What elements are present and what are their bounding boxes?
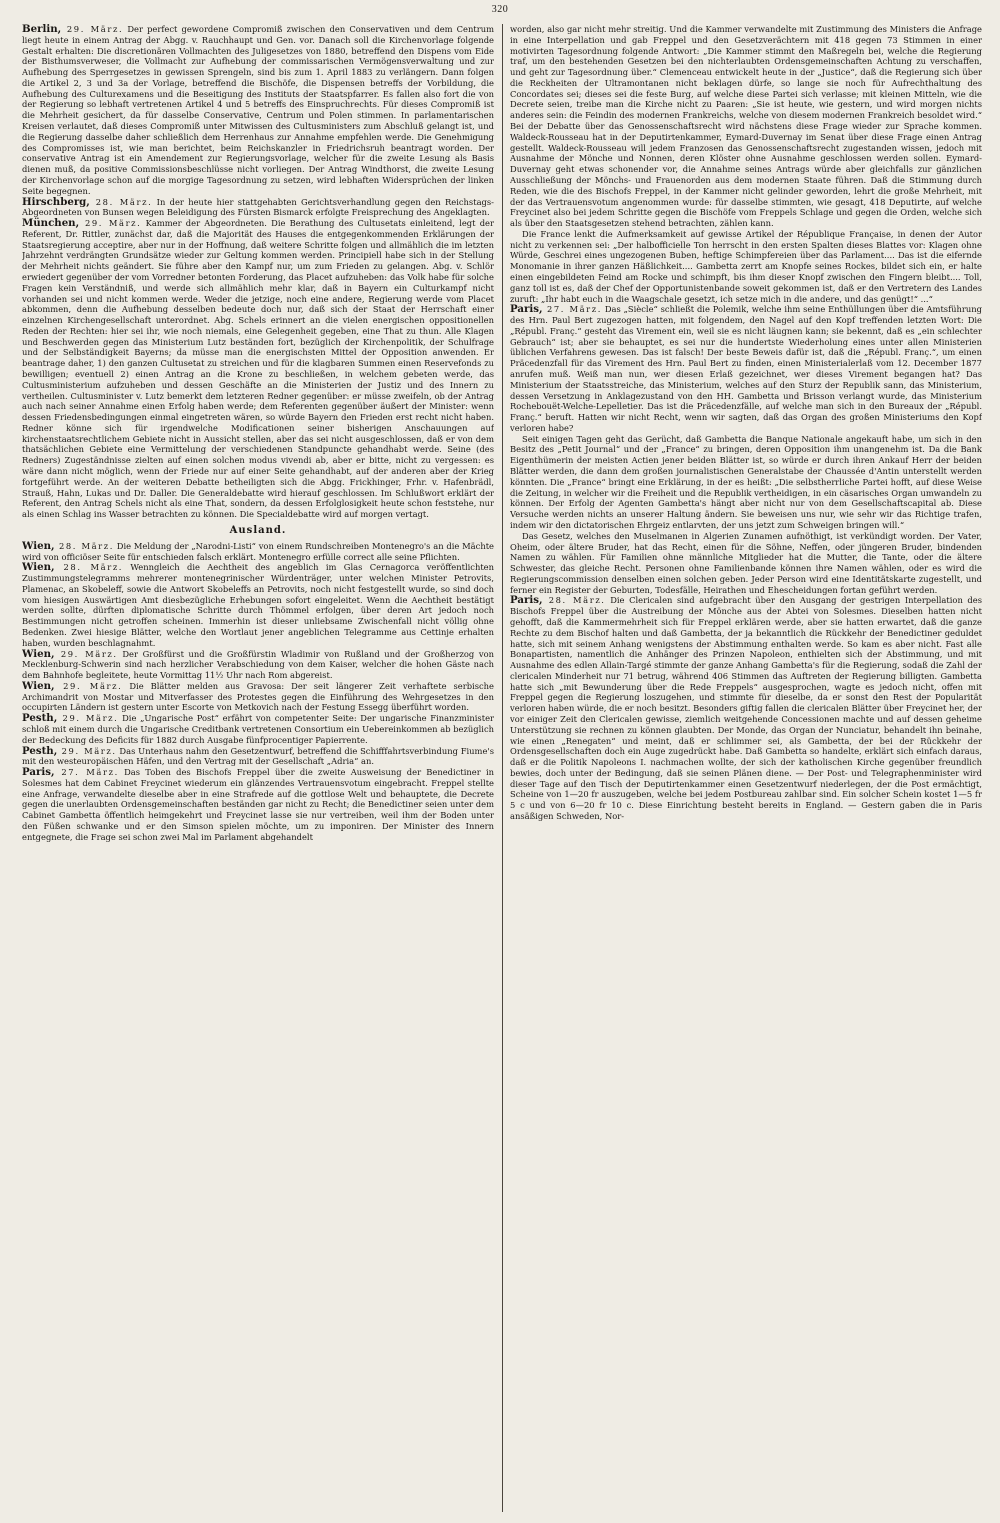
article-text: Kammer der Abgeordneten. Die Berathung des Cultusetats einleitend, legt der Referent, Dr. Rittler, zunächst dar, daß die Majorität des Hauses die entgegenkommenden Erklärungen der Staatsregierung acceptire, aber nur in der Hoffnung, daß weitere Schritte folgen und allmählich die im letzten Jahrzehnt verdrängten Grundsätze wieder zur Geltung kommen werden. Principiell habe sich in der Stellung der Mehrheit nichts geändert. Sie führe aber den Kampf nur, um zum Frieden zu gelangen. Abg. v. Schlör erwiedert gegenüber der vom Vorredner betonten Forderung, das Placet aufzuheben: das Volk habe für solche Fragen kein Verständniß, und werde sich allmählich mehr klar, daß in Bayern ein Culturkampf nicht vorhanden sei und nicht kommen werde. Weder die jetzige, noch eine andere, Regierung werde vom Placet abkommen, denn die Aufhebung desselben bedeute doch nur, daß sich der Staat der Herrschaft einer einzelnen Kirchengesellschaft unterordnet. Abg. Schels erinnert an die vielen energischen oppositionellen Reden der Rechten: hier sei ihr, wie noch niemals, eine Gelegenheit gegeben, eine That zu thun. Alle Klagen und Beschwerden gegen das Ministerium Lutz beständen fort, bezüglich der Kirchenpolitik, der Schulfrage und der Selbständigkeit Bayerns; da müsse man die energischsten Mittel der Opposition anwenden. Er beantrage daher, 1) den ganzen Cultusetat zu streichen und für die klagbaren Summen einen Reservefonds zu bewilligen; eventuell 2) einen Antrag an die Krone zu beschließen, in welchem gebeten werde, das Cultusministerium aufzuheben und dessen Geschäfte an die Ministerien der Justiz und des Innern zu vertheilen. Cultusminister v. Lutz bemerkt dem letzteren Redner gegenüber: er müsse zweifeln, ob der Antrag auch nach seiner Annahme einen Erfolg haben werde; dem Referenten gegenüber äußert der Minister: wenn dessen Friedensbedingungen einmal eingetreten wären, so würde Bayern den Frieden erst recht nicht haben. Redner könne sich für irgendwelche Modificationen seiner bisherigen Anschauungen auf kirchenstaatsrechtlichem Gebiete nicht in Aussicht stellen, aber das sei nicht ausgeschlossen, daß er von dem thatsächlichen Gebiete eine Vermittelung der verschiedenen Standpuncte gehandhabt werde. Seine (des Redners) Zugeständnisse zielten auf einen solchen modus vivendi ab, aber er bitte, nicht zu vergessen: es wäre dann nicht möglich, wenn der Friede nur auf einer Seite gehandhabt, auf der anderen aber der Krieg fortgeführt werde. An der weiteren Debatte betheiligten sich die Abgg. Frickhinger, Frhr. v. Hafenbrädl, Strauß, Hahn, Lukas und Dr. Daller. Die Generaldebatte wird hierauf geschlossen. Im Schlußwort erklärt der Referent, den Antrag Schels nicht als eine That, sondern, da dessen Erfolglosigkeit heute schon feststehe, nur als einen Schlag ins Wasser betrachten zu können. Die Specialdebatte wird auf morgen vertagt. [22,218,494,520]
foreign-news-item [22,767,494,842]
article-paragraph [510,24,982,229]
article-text: Die Blätter melden aus Gravosa: Der seit längerer Zeit verhaftete serbische Archimandrit von Mostar und Mitverfasser des Protestes gegen die Einführung des Wehrgesetzes in den occupirten Ländern ist gestern unter Escorte von Metkovich nach der Festung Essegg überführt worden. [22,680,494,713]
article-text: Der Großfürst und die Großfürstin Wladimir von Rußland und der Großherzog von Mecklenburg-Schwerin sind nach herzlicher Verabschiedung von dem Kaiser, welcher die hohen Gäste nach dem Bahnhofe begleitete, heute Vormittag 11½ Uhr nach Rom abgereist. [22,648,494,681]
article-text: Wenngleich die Aechtheit des angeblich im Glas Cernagorca veröffentlichten Zustimmungstelegramms mehrerer montenegrinischer Würdenträger, unter welchen Minister Petrovits, Plamenac, an Skobeleff, sowie die Antwort Skobeleffs an Petrovits, noch nicht festgestellt wurde, so sind doch vom hiesigen Auswärtigen Amt diesbezügliche Erhebungen sofort eingeleitet. Wenn die Aechtheit bestätigt werden sollte, dürften diplomatische Schritte durch Thömmel erfolgen, über deren Art jedoch noch Bestimmungen nicht getroffen scheinen. Immerhin ist dieser unliebsame Zwischenfall nicht völlig ohne Bedenken. Zwei hiesige Blätter, welche den Wortlaut jener angeblichen Telegramme aus Cettinje erhalten haben, wurden beschlagnahmt. [22,562,494,648]
dateline: Paris, [22,766,55,779]
date: 29. März. [54,648,118,659]
foreign-news-item [22,562,494,648]
date: 29. März. [54,680,123,691]
section-heading: Ausland. [229,524,287,536]
date: 27. März. [54,767,119,778]
article-text: Die France lenkt die Aufmerksamkeit auf gewisse Artikel der République Française, in denen der Autor nicht zu verkennen sei: „Der halbofficielle Ton herrscht in den ersten Spalten dieses Blattes vor: Klagen ohne Würde, Geschrei eines ungezogenen Buben, heftige Schimpfereien über das Parlament.... Das ist die eifernde Monomanie in ihrer ganzen Häßlichkeit.... Gambetta zerrt am Knopfe seines Rockes, bildet sich ein, er halte einen eingebildeten Feind am Rocke und schimpft, bis ihm dieser Knopf zwischen den Fingern bleibt.... Toll, ganz toll ist es, daß der Chef der Opportunistenbande soweit gekommen ist, daß er den Vertretern des Landes zuruft: „Ihr habt euch in die Waagschale gesetzt, ich setze mich in die andere, und das genügt!“ ...“ [510,228,982,304]
left-column [22,24,494,1512]
foreign-news-item [22,541,494,563]
dateline: Wien, [22,561,55,574]
date: 29. März. [57,713,119,724]
article-text: Das Unterhaus nahm den Gesetzentwurf, betreffend die Schifffahrtsverbindung Fiume's mit den westeuropäischen Häfen, und den Vertrag mit der Gesellschaft „Adria“ an. [22,745,494,767]
article-text: In der heute hier stattgehabten Gerichtsverhandlung gegen den Reichstags-Abgeordneten von Bunsen wegen Beleidigung des Fürsten Bismarck erfolgte Freisprechung des Angeklagten. [22,196,494,218]
article-paragraph [510,531,982,596]
dateline: Wien, [22,679,55,692]
dateline: Wien, [22,647,55,660]
foreign-news-item [22,746,494,768]
dateline: Pesth, [22,712,58,725]
date: 29. März. [79,218,142,229]
article-text: Seit einigen Tagen geht das Gerücht, daß Gambetta die Banque Nationale angekauft habe, um sich in den Besitz des „Petit Journal“ und der „France“ zu bringen, deren Opposition ihm unangenehm ist. Da die Bank Eigenthümerin der meisten Actien jener beiden Blätter ist, so würde er durch ihren Ankauf Herr der beiden Blätter werden, die dann dem großen journalistischen Generalstabe der Chaussée d'Antin unterstellt werden könnten. Die „France“ bringt eine Erklärung, in der es heißt: „Die selbstherrliche Partei hofft, auf diese Weise die Zeitung, in welcher wir die Freiheit und die Republik vertheidigen, in ein cäsarisches Organ umwandeln zu können. Der Erfolg der Agenten Gambetta's hängt aber nicht nur von dem Gesellschaftscapital ab. Diese Versuche werden nichts an unserer Haltung ändern. Sie beweisen uns nur, wie sehr wir das Richtige trafen, indem wir den dictatorischen Ehrgeiz entlarvten, der uns jetzt zum Schweigen bringen will.“ [510,433,982,530]
article-paragraph [22,218,494,520]
article-text: Die „Ungarische Post“ erfährt von competenter Seite: Der ungarische Finanzminister schloß mit einem durch die Ungarische Creditbank vertretenen Consortium ein Uebereinkommen ab bezüglich der Bedeckung des Deficits für 1882 durch Ausgabe fünfprocentiger Papierrente. [22,713,494,745]
article-text: Die Clericalen sind aufgebracht über den Ausgang der gestrigen Interpellation des Bischofs Freppel über die Austreibung der Mönche aus der Abtei von Solesmes. Dieselben hatten nicht gehofft, daß die Kammermehrheit sich für Freppel erklären werde, aber sie hatten erwartet, daß die ganze Rechte zu dem Bischof halten und daß Gambetta, der ja bekanntlich die Rückkehr der Benedictiner geduldet hatte, sich mit seinem Anhang wenigstens der Abstimmung enthalten werde. So kam es aber nicht. Fast alle Bonapartisten, namentlich die Anhänger des Prinzen Napoleon, enthielten sich der Abstimmung, und mit Ausnahme des edlen Allain-Targé stimmte der ganze Anhang Gambetta's für die Regierung, sodaß die Zahl der clericalen Minderheit nur 71 betrug, während 406 Stimmen das Auftreten der Regierung billigten. Gambetta hatte sich „mit Bewunderung über die Rede Freppels“ ausgesprochen, wagte es jedoch nicht, offen mit Freppel gegen die Regierung loszugehen, und stimmte für dieselbe, da er sonst den Rest der Popularität verloren haben würde, die er noch besitzt. Besonders giftig fallen die clericalen Blätter über Freycinet her, der vor einiger Zeit den Clericalen gewisse, ziemlich weitgehende Concessionen machte und auf dessen geheime Unterstützung sie rechnen zu können glaubten. Der Monde, das Organ der Nunciatur, behandelt ihn beinahe, wie einen „Renegaten“ und meint, daß er schlimmer sei, als Gambetta, der bei der Rückkehr der Ordensgesellschaften doch ein Auge zugedrückt habe. Daß Gambetta so handelte, erklärt sich einfach daraus, daß er die Politik Napoleons I. nachmachen wollte, der sich der katholischen Kirche gegenüber freundlich bewies, doch unter der Bedingung, daß sie seinen Plänen diene. — Der Post- und Telegraphenminister wird dieser Tage auf den Tisch der Deputirtenkammer einen Gesetzentwurf niederlegen, der die Post ermächtigt, Scheine von 1—20 fr auszugeben, welche bei jedem Postbureau zahlbar sind. Ein solcher Schein kostet 1—5 fr 5 c und von 6—20 fr 10 c. Diese Einrichtung besteht bereits in England. — Gestern gaben die in Paris ansäßigen Schweden, Nor- [510,595,982,822]
dateline: Pesth, [22,744,58,757]
dateline: Paris, [510,303,543,316]
date: 28. März. [54,562,124,573]
date: 29. März. [61,24,124,34]
article-text: Der perfect gewordene Compromiß zwischen den Conservativen und dem Centrum liegt heute in einem Antrag der Abgg. v. Rauchhaupt und Gen. vor. Danach soll die Kirchenvorlage folgende Gestalt erhalten: Die discretionären Vollmachten des Juligesetzes von 1880, betreffend den Dispens vom Eide der Bisthumsverweser, die Vollmacht zur Aufhebung der commissarischen Vermögensverwaltung und zur Aufhebung des Sperrgesetzes in gewissen Sprengeln, sind bis zum 1. April 1883 zu verlängern. Dann folgen die Artikel 2, 3 und 3a der Vorlage, betreffend die Bischöfe, die Dispensen betreffs der Vorbildung, die Aufhebung des Culturexamens und die Beseitigung des Instituts der Staatspfarrer. Es fallen also fort die von der Regierung so lebhaft vertretenen Artikel 4 und 5 betreffs des Einspruchrechts. Für dieses Compromiß ist die Mehrheit gesichert, da für dasselbe Conservative, Centrum und Polen stimmen. In parlamentarischen Kreisen verlautet, daß dieses Compromiß unter Mitwissen des Cultusministers zum Abschluß gelangt ist, und die Regierung dasselbe daher schließlich dem Herrenhaus zur Annahme empfehlen werde. Die Genehmigung des Compromisses ist, wie man berichtet, beim Reichskanzler in Friedrichsruh beantragt worden. Der conservative Antrag ist ein Amendement zur Regierungsvorlage, welcher für die zweite Lesung als Basis dienen muß, da positive Commissionsbeschlüsse nicht vorliegen. Der Antrag Windthorst, die zweite Lesung der Kirchenvorlage schon auf die morgige Tagesordnung zu setzen, wird lebhaften Widersprüchen der linken Seite begegnen. [22,24,494,196]
article-paragraph [510,595,982,821]
column-divider [502,24,503,1512]
page-number: 320 [491,4,509,15]
article-text: Das Gesetz, welches den Muselmanen in Algerien Zunamen aufnöthigt, ist verkündigt worden. Der Vater, Oheim, oder ältere Bruder, hat das Recht, einen für die Söhne, Neffen, oder jüngeren Bruder, bindenden Namen zu wählen. Für Familien ohne männliche Mitglieder hat die Mutter, die Tante, oder die ältere Schwester, das gleiche Recht. Personen ohne Familienbande können ihre Namen wählen, oder es wird die Regierungscommission denselben einen solchen geben. Jeder Person wird eine Identitätskarte zugestellt, und ferner ein Register der Geburten, Todesfälle, Heirathen und Ehescheidungen fortan geführt werden. [510,530,982,595]
article-text: Die Meldung der „Narodni-Listi“ von einem Rundschreiben Montenegro's an die Mächte wird von officiöser Seite für entschieden falsch erklärt. Montenegro erfülle correct alle seine Pflichten. [22,540,494,562]
article-paragraph [22,24,494,197]
article-paragraph [510,304,982,433]
newspaper-columns [22,24,982,1512]
date: 28. März. [89,196,153,207]
article-text: worden, also gar nicht mehr streitig. Und die Kammer verwandelte mit Zustimmung des Ministers die Anfrage in eine Interpellation und gab Freppel und den Gesetzverächtern mit 418 gegen 73 Stimmen in einer motivirten Tagesordnung folgende Antwort: „Die Kammer stimmt den Maßregeln bei, welche die Regierung traf, um den bestehenden Gesetzen bei den nichterlaubten Ordensgemeinschaften Achtung zu verschaffen, und geht zur Tagesordnung über.“ Clemenceau entwickelt heute in der „Justice“, daß die Regierung sich über die Reckheiten der Ultramontanen nicht beklagen dürfe, so lange sie noch für Aufrechthaltung des Concordates sei; dieses sei die feste Burg, auf welche diese Partei sich verlasse; mit kleinen Mitteln, wie die Decrete seien, treibe man die Kirche nicht zu Paaren: „Sie ist heute, wie gestern, und wird morgen nichts anderes sein: die Feindin des modernen Frankreichs, welche von diesem modernen Frankreich besoldet wird.“ Bei der Debatte über das Genossenschaftsrecht wird nächstens diese Frage wieder zur Sprache kommen. Waldeck-Rousseau hat in der Deputirtenkammer, Eymard-Duvernay im Senat über diese Frage einen Antrag gestellt. Waldeck-Rousseau will jedem Franzosen das Genossenschaftsrecht zugestanden wissen, jedoch mit Ausnahme der Mönche und Nonnen, deren Klöster ohne Ausnahme geschlossen werden sollen. Eymard-Duvernay geht etwas schonender vor, die Annahme seines Antrags würde aber gleichfalls zur gänzlichen Ausschließung der Mönchs- und Frauenorden aus dem modernen Staate führen. Daß die Stimmung durch Reden, wie die des Bischofs Freppel, in der Kammer nicht gelinder geworden, lehrt die große Mehrheit, mit der das Vertrauensvotum angenommen wurde: für dasselbe stimmten, wie gesagt, 418 Deputirte, auf welche Freycinet also bei jedem Schritte gegen die Bischöfe vom Freppels Schlage und gegen die Orden, welche sich als über den Staatsgesetzen stehend betrachten, zählen kann. [510,24,982,229]
date: 28. März. [542,595,606,606]
article-paragraph [22,197,494,219]
article-paragraph [510,434,982,531]
right-column [510,24,982,1512]
article-paragraph [510,229,982,304]
article-text: Das Toben des Bischofs Freppel über die zweite Ausweisung der Benedictiner in Solesmes hat dem Cabinet Freycinet wiederum ein glänzendes Vertrauensvotum eingebracht. Freppel stellte eine Anfrage, verwandelte dieselbe aber in eine Strafrede auf die gottlose Welt und behauptete, die Decrete gegen die unerlaubten Ordensgemeinschaften beständen gar nicht zu Recht; die Benedictiner seien unter dem Cabinet Gambetta öffentlich heimgekehrt und Freycinet lasse sie nur vertreiben, weil ihm der Boden unter den Füßen schwanke und er den Simson spielen möchte, um zu imponiren. Der Minister des Innern entgegnete, die Frage sei schon zwei Mal im Parlament abgehandelt [22,767,494,842]
dateline: Wien, [22,539,55,552]
date: 29. März. [57,745,117,756]
dateline: Berlin, [22,24,62,35]
foreign-news-item [22,681,494,713]
date: 27. März. [542,304,602,315]
dateline: Hirschberg, [22,195,90,208]
dateline: Paris, [510,594,543,607]
article-text: Das „Siècle“ schließt die Polemik, welche ihm seine Enthüllungen über die Amtsführung des Hrn. Paul Bert zugezogen hatten, mit folgendem, den Nagel auf den Kopf treffenden letzten Wort: Die „Républ. Franç.“ gesteht das Virement ein, weil sie es nicht läugnen kann; sie bekennt, daß es „ein schlechter Gebrauch“ ist; aber sie behauptet, es sei nur die hundertste Wiederholung eines unter allen Ministerien üblichen Verfahrens gewesen. Das ist falsch! Der beste Beweis dafür ist, daß die „Républ. Franç.“, um einen Präcedenzfall für das Virement des Hrn. Paul Bert zu finden, einen Ministerialerlaß vom 12. December 1877 anrufen muß. Weiß man nun, wer diesen Erlaß gezeichnet, wer dieses Virement begangen hat? Das Ministerium der Staatsstreiche, das Ministerium, welches auf den Sturz der Republik sann, das Ministerium, dessen Versetzung in Anklagezustand von den HH. Gambetta und Brisson verlangt wurde, das Ministerium Rochebouët-Welche-Lepelletier. Das ist die Präcedenzfälle, auf welche man sich in den Bureaux der „Républ. Franç.“ beruft. Hatten wir nicht Recht, wenn wir sagten, daß das Organ des großen Ministeriums den Kopf verloren habe? [510,304,982,433]
foreign-news-item [22,649,494,681]
foreign-news-item [22,713,494,745]
date: 28. März. [54,540,114,551]
dateline: München, [22,217,80,230]
